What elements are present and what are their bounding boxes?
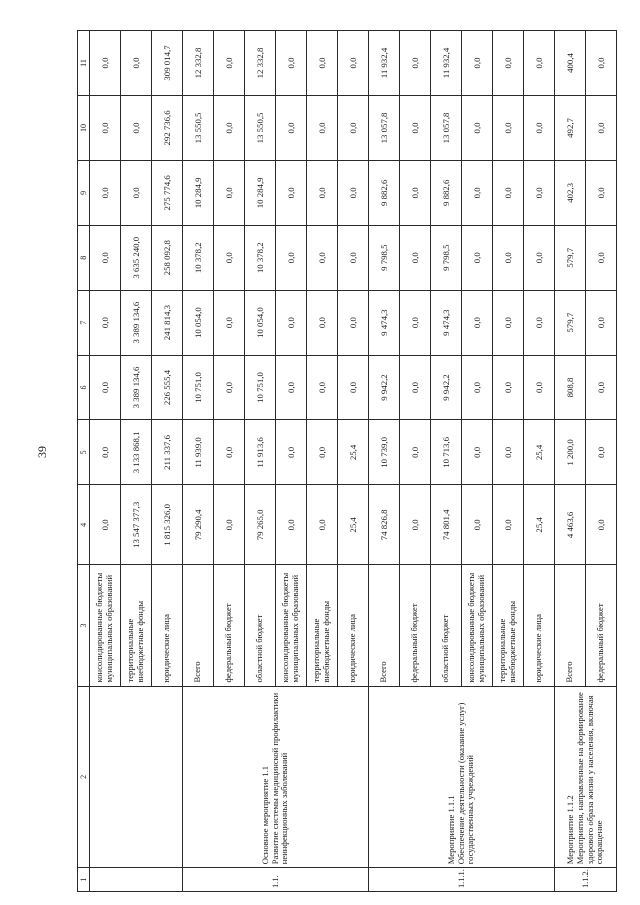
table-group-row [369, 31, 400, 892]
amount-col-10: 13 550,5 [245, 96, 276, 161]
table-group-row [555, 31, 586, 892]
amount-col-10: 0,0 [493, 96, 524, 161]
amount-col-10: 0,0 [400, 96, 431, 161]
amount-col-6: 226 555,4 [152, 355, 183, 420]
amount-col-4: 0,0 [400, 485, 431, 565]
funding-source: территориальные внебюджетные фонды [493, 565, 524, 686]
activity-name [555, 686, 617, 868]
funding-source: консолидированные бюджеты муниципальных образований [90, 565, 121, 686]
amount-col-5: 0,0 [276, 420, 307, 485]
amount-col-7: 10 054,0 [183, 290, 214, 355]
column-number-5: 5 [78, 420, 90, 485]
amount-col-6: 9 942,2 [431, 355, 462, 420]
column-number-9: 9 [78, 160, 90, 225]
amount-col-8: 0,0 [90, 225, 121, 290]
amount-col-9: 10 284,9 [183, 160, 214, 225]
amount-col-4: 74 801,4 [431, 485, 462, 565]
amount-col-7: 0,0 [307, 290, 338, 355]
amount-col-11: 0,0 [307, 31, 338, 96]
activity-name [183, 686, 369, 868]
amount-col-4: 74 826,8 [369, 485, 400, 565]
column-number-10: 10 [78, 96, 90, 161]
column-number-8: 8 [78, 225, 90, 290]
amount-col-8: 0,0 [338, 225, 369, 290]
amount-col-10: 0,0 [462, 96, 493, 161]
amount-col-8: 9 798,5 [431, 225, 462, 290]
continued-name-cell [90, 686, 183, 868]
funding-source: Всего [555, 565, 586, 686]
amount-col-11: 0,0 [462, 31, 493, 96]
amount-col-7: 0,0 [338, 290, 369, 355]
amount-col-7: 10 054,0 [245, 290, 276, 355]
column-number-header [78, 31, 90, 892]
amount-col-10: 292 736,6 [152, 96, 183, 161]
amount-col-8: 0,0 [586, 225, 617, 290]
page-number: 39 [35, 446, 49, 458]
amount-col-10: 13 057,8 [369, 96, 400, 161]
amount-col-6: 0,0 [276, 355, 307, 420]
amount-col-10: 0,0 [121, 96, 152, 161]
amount-col-10: 0,0 [214, 96, 245, 161]
amount-col-9: 0,0 [276, 160, 307, 225]
activity-description: Обеспечение деятельности (оказание услуг) государственных учреждений [455, 702, 476, 865]
amount-col-7: 0,0 [462, 290, 493, 355]
amount-col-7: 0,0 [276, 290, 307, 355]
activity-title: Мероприятие 1.1.2 [564, 795, 575, 865]
amount-col-9: 0,0 [524, 160, 555, 225]
amount-col-11: 0,0 [90, 31, 121, 96]
amount-col-11: 0,0 [276, 31, 307, 96]
amount-col-6: 10 751,0 [183, 355, 214, 420]
amount-col-10: 492,7 [555, 96, 586, 161]
amount-col-8: 0,0 [214, 225, 245, 290]
amount-col-7: 241 814,3 [152, 290, 183, 355]
amount-col-7: 579,7 [555, 290, 586, 355]
amount-col-8: 10 378,2 [183, 225, 214, 290]
amount-col-6: 0,0 [586, 355, 617, 420]
funding-source: федеральный бюджет [586, 565, 617, 686]
budget-table [77, 30, 617, 892]
activity-description: Развитие системы медицинской профилактики неинфекционных заболеваний [269, 692, 290, 865]
amount-col-9: 0,0 [493, 160, 524, 225]
amount-col-5: 0,0 [214, 420, 245, 485]
amount-col-4: 0,0 [214, 485, 245, 565]
amount-col-8: 9 798,5 [369, 225, 400, 290]
amount-col-4: 79 290,4 [183, 485, 214, 565]
column-number-11: 11 [78, 31, 90, 96]
amount-col-8: 0,0 [400, 225, 431, 290]
amount-col-11: 11 932,4 [369, 31, 400, 96]
amount-col-11: 0,0 [586, 31, 617, 96]
amount-col-7: 0,0 [493, 290, 524, 355]
activity-name [369, 686, 555, 868]
amount-col-11: 0,0 [121, 31, 152, 96]
amount-col-11: 0,0 [524, 31, 555, 96]
column-number-7: 7 [78, 290, 90, 355]
amount-col-6: 0,0 [524, 355, 555, 420]
amount-col-4: 25,4 [524, 485, 555, 565]
amount-col-11: 12 332,8 [183, 31, 214, 96]
amount-col-11: 0,0 [338, 31, 369, 96]
amount-col-11: 0,0 [493, 31, 524, 96]
amount-col-9: 9 882,6 [369, 160, 400, 225]
amount-col-8: 10 378,2 [245, 225, 276, 290]
amount-col-4: 13 547 377,3 [121, 485, 152, 565]
amount-col-6: 0,0 [462, 355, 493, 420]
amount-col-9: 402,3 [555, 160, 586, 225]
amount-col-9: 10 284,9 [245, 160, 276, 225]
activity-title: Мероприятие 1.1.1 [445, 795, 456, 865]
amount-col-6: 3 389 134,6 [121, 355, 152, 420]
budget-table-rotated [77, 30, 617, 892]
amount-col-8: 258 092,8 [152, 225, 183, 290]
amount-col-5: 0,0 [493, 420, 524, 485]
amount-col-8: 0,0 [493, 225, 524, 290]
amount-col-5: 11 913,6 [245, 420, 276, 485]
amount-col-9: 0,0 [214, 160, 245, 225]
amount-col-5: 0,0 [462, 420, 493, 485]
funding-source: юридические лица [524, 565, 555, 686]
activity-code: 1.1.2. [555, 868, 617, 892]
table-group-row [183, 31, 214, 892]
activity-code: 1.1. [183, 868, 369, 892]
activity-code: 1.1.1. [369, 868, 555, 892]
column-number-4: 4 [78, 485, 90, 565]
column-number-2: 2 [78, 686, 90, 868]
activity-title: Основное мероприятие 1.1 [259, 765, 270, 865]
amount-col-9: 0,0 [586, 160, 617, 225]
funding-source: консолидированные бюджеты муниципальных образований [462, 565, 493, 686]
amount-col-11: 0,0 [400, 31, 431, 96]
amount-col-6: 9 942,2 [369, 355, 400, 420]
amount-col-11: 0,0 [214, 31, 245, 96]
amount-col-7: 0,0 [400, 290, 431, 355]
continued-code-cell [90, 868, 183, 892]
amount-col-10: 0,0 [524, 96, 555, 161]
amount-col-9: 0,0 [90, 160, 121, 225]
funding-source: территориальные внебюджетные фонды [307, 565, 338, 686]
amount-col-5: 10 739,0 [369, 420, 400, 485]
amount-col-4: 1 815 326,0 [152, 485, 183, 565]
amount-col-4: 0,0 [90, 485, 121, 565]
column-number-1: 1 [78, 868, 90, 892]
funding-source: юридические лица [338, 565, 369, 686]
amount-col-5: 211 337,6 [152, 420, 183, 485]
funding-source: юридические лица [152, 565, 183, 686]
table-body [90, 31, 617, 892]
amount-col-6: 0,0 [493, 355, 524, 420]
amount-col-10: 0,0 [90, 96, 121, 161]
amount-col-6: 0,0 [307, 355, 338, 420]
amount-col-7: 3 389 134,6 [121, 290, 152, 355]
funding-source: территориальные внебюджетные фонды [121, 565, 152, 686]
amount-col-10: 0,0 [276, 96, 307, 161]
amount-col-11: 12 332,8 [245, 31, 276, 96]
funding-source: федеральный бюджет [214, 565, 245, 686]
amount-col-6: 10 751,0 [245, 355, 276, 420]
amount-col-7: 0,0 [586, 290, 617, 355]
amount-col-9: 275 774,6 [152, 160, 183, 225]
amount-col-5: 11 939,0 [183, 420, 214, 485]
amount-col-7: 9 474,3 [431, 290, 462, 355]
amount-col-9: 9 882,6 [431, 160, 462, 225]
amount-col-4: 0,0 [462, 485, 493, 565]
funding-source: федеральный бюджет [400, 565, 431, 686]
amount-col-5: 25,4 [524, 420, 555, 485]
table-row [90, 31, 121, 892]
amount-col-7: 0,0 [90, 290, 121, 355]
amount-col-8: 0,0 [462, 225, 493, 290]
amount-col-11: 309 014,7 [152, 31, 183, 96]
amount-col-5: 0,0 [307, 420, 338, 485]
amount-col-7: 0,0 [524, 290, 555, 355]
funding-source: областной бюджет [245, 565, 276, 686]
amount-col-6: 808,8 [555, 355, 586, 420]
amount-col-6: 0,0 [90, 355, 121, 420]
amount-col-4: 25,4 [338, 485, 369, 565]
amount-col-4: 0,0 [586, 485, 617, 565]
amount-col-7: 0,0 [214, 290, 245, 355]
amount-col-8: 579,7 [555, 225, 586, 290]
amount-col-9: 0,0 [338, 160, 369, 225]
amount-col-9: 0,0 [121, 160, 152, 225]
amount-col-9: 0,0 [400, 160, 431, 225]
amount-col-5: 0,0 [586, 420, 617, 485]
amount-col-10: 0,0 [338, 96, 369, 161]
amount-col-6: 0,0 [400, 355, 431, 420]
amount-col-6: 0,0 [338, 355, 369, 420]
amount-col-4: 0,0 [307, 485, 338, 565]
column-number-3: 3 [78, 565, 90, 686]
amount-col-7: 9 474,3 [369, 290, 400, 355]
amount-col-10: 0,0 [307, 96, 338, 161]
activity-description: Мероприятия, направленные на формирование здорового образа жизни у населения, включая сокращение [574, 692, 605, 865]
funding-source: Всего [183, 565, 214, 686]
funding-source: областной бюджет [431, 565, 462, 686]
amount-col-8: 0,0 [276, 225, 307, 290]
amount-col-9: 0,0 [307, 160, 338, 225]
amount-col-5: 25,4 [338, 420, 369, 485]
amount-col-4: 4 463,6 [555, 485, 586, 565]
amount-col-8: 3 635 240,0 [121, 225, 152, 290]
funding-source: консолидированные бюджеты муниципальных образований [276, 565, 307, 686]
amount-col-5: 0,0 [90, 420, 121, 485]
column-number-6: 6 [78, 355, 90, 420]
amount-col-5: 1 200,0 [555, 420, 586, 485]
amount-col-6: 0,0 [214, 355, 245, 420]
amount-col-8: 0,0 [524, 225, 555, 290]
funding-source: Всего [369, 565, 400, 686]
amount-col-8: 0,0 [307, 225, 338, 290]
amount-col-9: 0,0 [462, 160, 493, 225]
amount-col-11: 400,4 [555, 31, 586, 96]
amount-col-10: 13 550,5 [183, 96, 214, 161]
amount-col-11: 11 932,4 [431, 31, 462, 96]
amount-col-5: 10 713,6 [431, 420, 462, 485]
amount-col-4: 0,0 [276, 485, 307, 565]
amount-col-5: 0,0 [400, 420, 431, 485]
amount-col-10: 13 057,8 [431, 96, 462, 161]
amount-col-5: 3 133 868,1 [121, 420, 152, 485]
amount-col-10: 0,0 [586, 96, 617, 161]
amount-col-4: 0,0 [493, 485, 524, 565]
amount-col-4: 79 265,0 [245, 485, 276, 565]
